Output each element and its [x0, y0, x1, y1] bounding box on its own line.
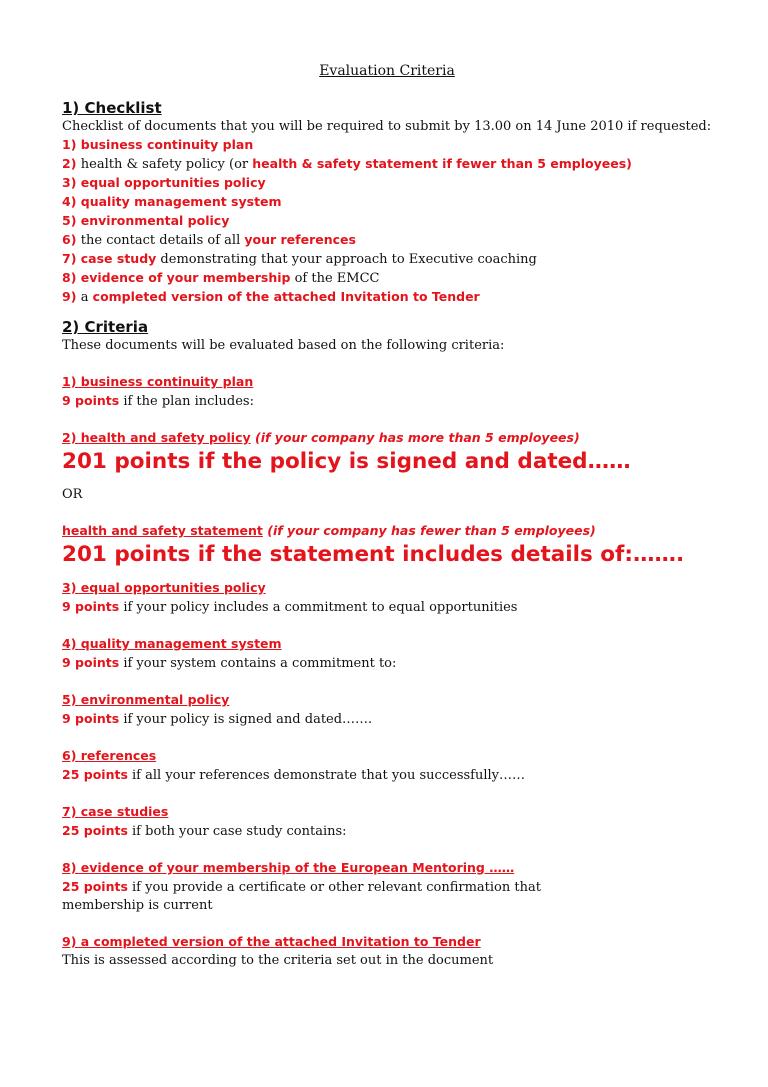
criterion-4-title: 4) quality management system [62, 636, 282, 651]
checklist-intro: Checklist of documents that you will be required to submit by 13.00 on 14 June 2010 if requested: [62, 119, 712, 134]
criterion-2-title: 2) health and safety policy (if your company has more than 5 employees) [62, 430, 580, 445]
criterion-2-points: 201 points if the policy is signed and dated…… [62, 449, 631, 474]
criterion-9-title: 9) a completed version of the attached Invitation to Tender [62, 934, 481, 949]
checklist-item: 7) case study demonstrating that your approach to Executive coaching [62, 251, 537, 267]
criterion-2b-points: 201 points if the statement includes details of:……. [62, 542, 685, 567]
or-separator: OR [62, 487, 83, 502]
checklist-item: 8) evidence of your membership of the EMCC [62, 270, 380, 286]
criterion-4-text: 9 points if your system contains a commitment to: [62, 655, 397, 671]
checklist-heading: 1) Checklist [62, 99, 162, 117]
checklist-item: 3) equal opportunities policy [62, 175, 266, 190]
criteria-heading: 2) Criteria [62, 318, 149, 336]
criterion-8-text: 25 points if you provide a certificate or other relevant confirmation that membership is current [62, 879, 541, 913]
criterion-7-text: 25 points if both your case study contains: [62, 823, 347, 839]
checklist-item: 2) health & safety policy (or health & safety statement if fewer than 5 employees) [62, 156, 632, 172]
criterion-2b-title: health and safety statement (if your company has fewer than 5 employees) [62, 523, 596, 538]
criterion-9-text: This is assessed according to the criteria set out in the document [62, 953, 494, 968]
checklist-item: 4) quality management system [62, 194, 282, 209]
checklist-list [62, 136, 712, 307]
criterion-3-title: 3) equal opportunities policy [62, 580, 266, 595]
checklist-item: 6) the contact details of all your references [62, 232, 356, 248]
criteria-intro: These documents will be evaluated based on the following criteria: [62, 338, 505, 353]
page-title: Evaluation Criteria [319, 63, 455, 79]
criterion-3-text: 9 points if your policy includes a commitment to equal opportunities [62, 599, 518, 615]
criterion-6-title: 6) references [62, 748, 157, 763]
criterion-5-title: 5) environmental policy [62, 692, 230, 707]
criterion-5-text: 9 points if your policy is signed and dated……. [62, 711, 373, 727]
criterion-7-title: 7) case studies [62, 804, 169, 819]
criterion-6-text: 25 points if all your references demonstrate that you successfully…… [62, 767, 525, 783]
checklist-item: 9) a completed version of the attached Invitation to Tender [62, 289, 480, 305]
checklist-item: 1) business continuity plan [62, 137, 254, 152]
criterion-1-text: 9 points if the plan includes: [62, 393, 254, 409]
checklist-item: 5) environmental policy [62, 213, 230, 228]
document-page [62, 62, 712, 970]
criterion-1-title: 1) business continuity plan [62, 374, 254, 389]
criterion-8-title: 8) evidence of your membership of the European Mentoring …… [62, 860, 515, 875]
